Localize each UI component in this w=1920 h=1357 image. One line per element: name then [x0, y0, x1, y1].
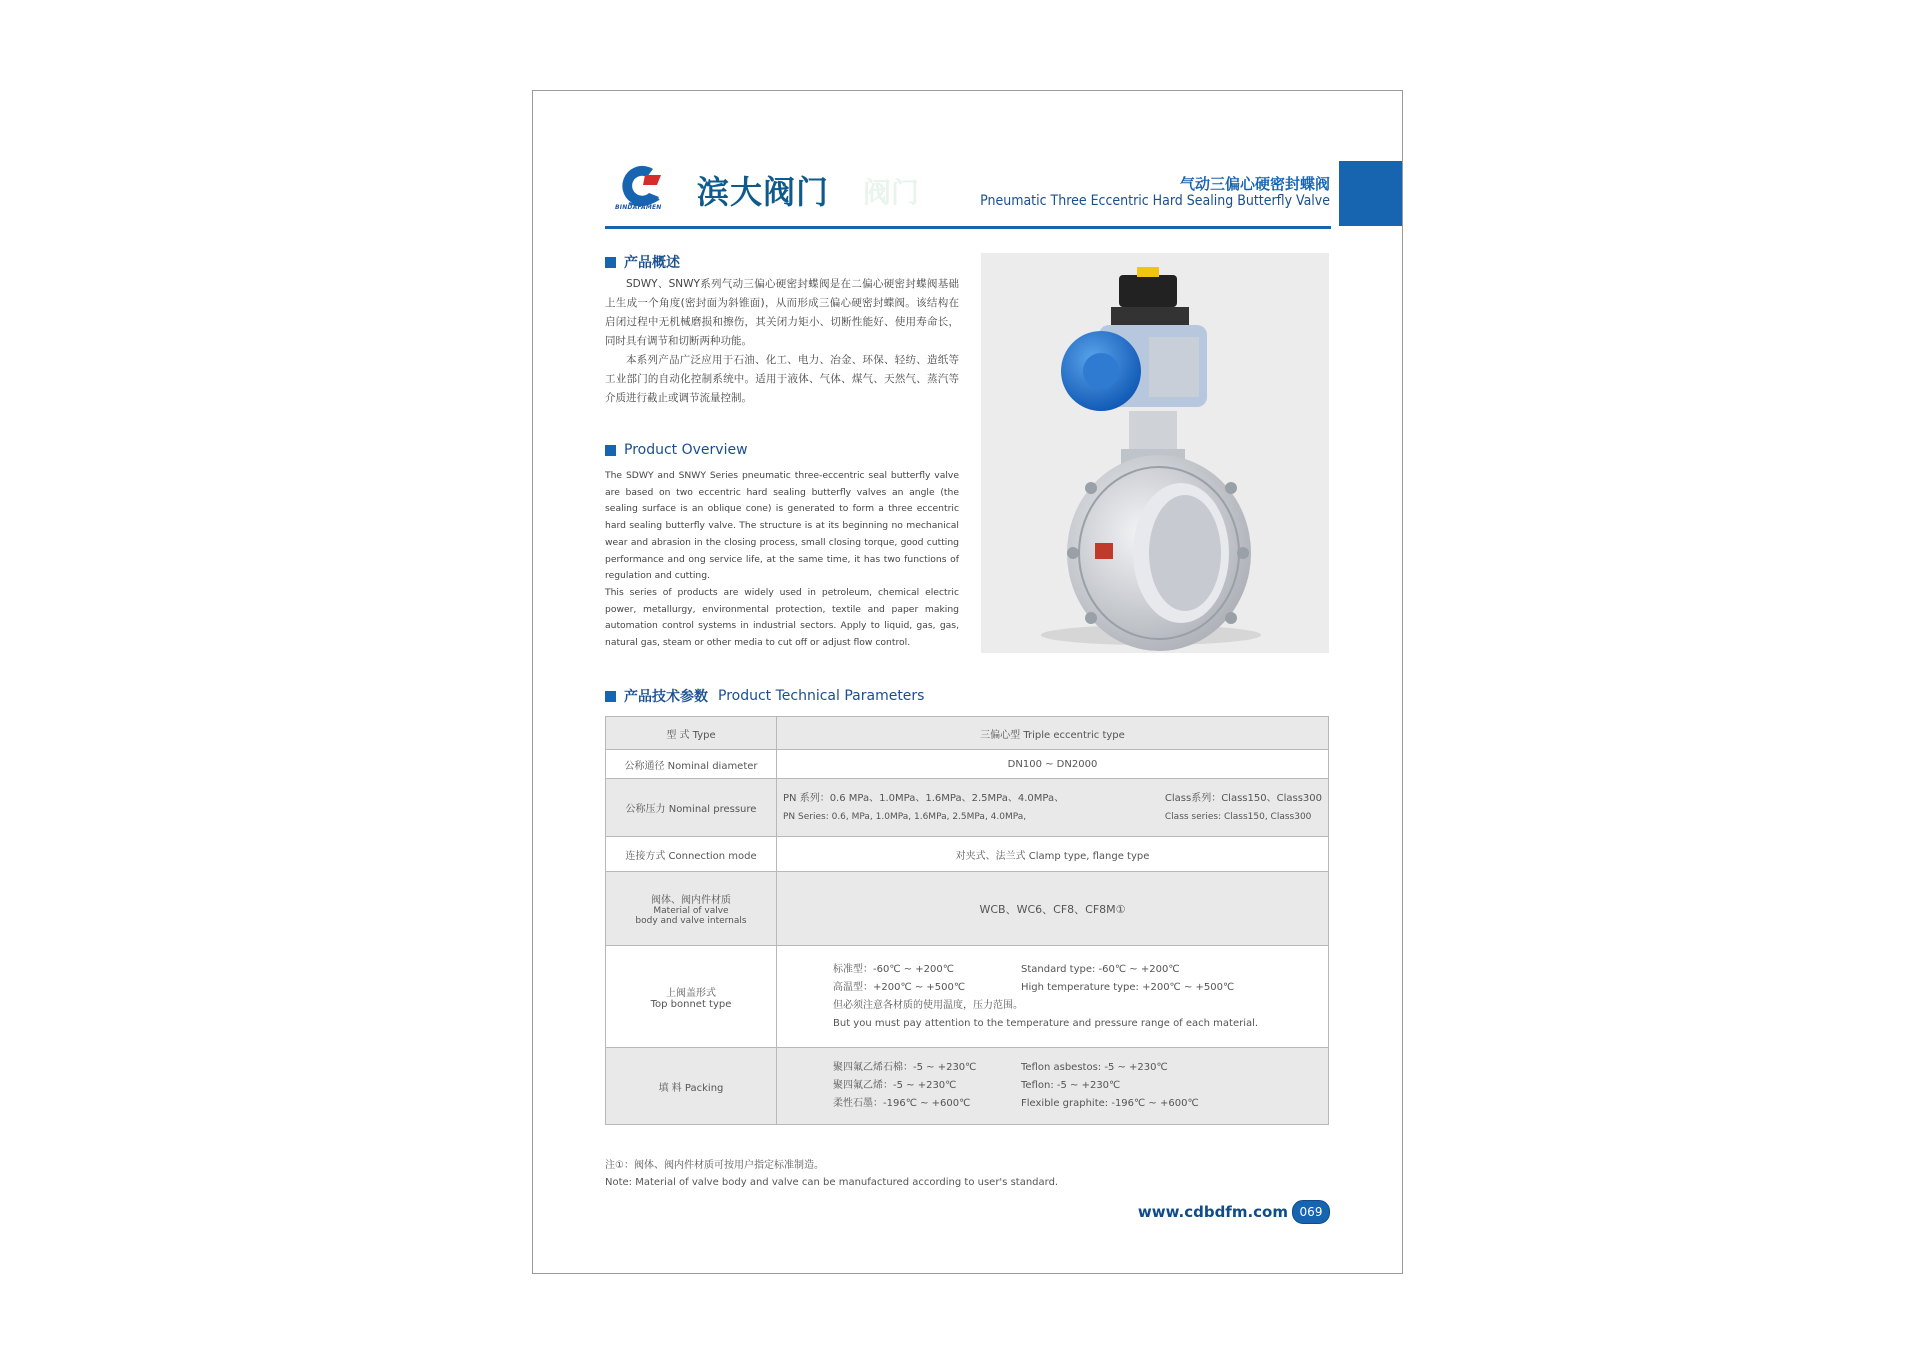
table-row — [606, 779, 1329, 837]
spec-key-bonnet — [606, 946, 777, 1048]
spec-value-bonnet — [777, 946, 1329, 1048]
spec-value-type: 三偏心型 Triple eccentric type — [777, 717, 1329, 750]
table-row — [606, 872, 1329, 946]
packing-a3-en: Flexible graphite: -196℃ ~ +600℃ — [1021, 1098, 1199, 1109]
overview-cn-p2: 本系列产品广泛应用于石油、化工、电力、冶金、环保、轻纺、造纸等工业部门的自动化控制系统中。适用于液体、气体、煤气、天然气、蒸汽等介质进行截止或调节流量控制。 — [605, 354, 959, 404]
table-row — [606, 717, 1329, 750]
overview-cn-heading-text: 产品概述 — [624, 255, 680, 271]
packing-a1-cn: 聚四氟乙烯石棉：-5 ~ +230℃ — [833, 1062, 977, 1073]
section-marker-icon — [605, 691, 616, 702]
bonnet-key-cn: 上阀盖形式 — [666, 987, 716, 999]
params-heading-cn: 产品技术参数 — [624, 689, 708, 705]
brand-watermark: 阀门 — [863, 176, 920, 209]
spec-value-packing — [777, 1048, 1329, 1125]
overview-en-p2: This series of products are widely used in petroleum, chemical electric power, metallurgy, environmental protection, textile and paper making automation control systems in industrial sectors. Apply to liquid, gas, gas, natural gas, steam or other media to cut off or adjust flow control. — [605, 586, 959, 649]
brochure-page — [532, 90, 1403, 1274]
spec-key-diameter: 公称通径 Nominal diameter — [606, 750, 777, 779]
spec-key-type: 型 式 Type — [606, 717, 777, 750]
table-row — [606, 1048, 1329, 1125]
overview-cn-text — [605, 275, 959, 408]
spec-key-pressure: 公称压力 Nominal pressure — [606, 779, 777, 837]
params-heading-en: Product Technical Parameters — [718, 688, 925, 704]
material-key-cn: 阀体、阀内件材质 — [651, 895, 731, 906]
spec-table — [605, 716, 1329, 1125]
overview-cn-p1: SDWY、SNWY系列气动三偏心硬密封蝶阀是在二偏心硬密封蝶阀基础上生成一个角度(密封面为斜锥面)，从而形成三偏心硬密封蝶阀。该结构在启闭过程中无机械磨损和擦伤，其关闭力矩小、切断性能好、使用寿命长，同时具有调节和切断两种功能。 — [605, 278, 959, 347]
bonnet-note-en: But you must pay attention to the temperature and pressure range of each material. — [833, 1017, 1259, 1029]
pressure-pn-en: PN Series: 0.6, MPa, 1.0MPa, 1.6MPa, 2.5MPa, 4.0MPa, — [783, 811, 1027, 822]
bonnet-standard-cn: 标准型：-60℃ ~ +200℃ — [833, 963, 954, 975]
footnote-en: Note: Material of valve body and valve can be manufactured according to user's standard. — [605, 1177, 1059, 1188]
product-title-en: Pneumatic Three Eccentric Hard Sealing Butterfly Valve — [980, 193, 1330, 209]
packing-a2-en: Teflon: -5 ~ +230℃ — [1021, 1080, 1121, 1091]
table-row — [606, 837, 1329, 872]
table-row — [606, 750, 1329, 779]
brand-logo-icon — [615, 163, 671, 209]
spec-value-material: WCB、WC6、CF8、CF8M① — [777, 872, 1329, 946]
product-title-cn: 气动三偏心硬密封蝶阀 — [1179, 175, 1330, 193]
bonnet-standard-en: Standard type: -60℃ ~ +200℃ — [1021, 963, 1180, 975]
spec-key-connection: 连接方式 Connection mode — [606, 837, 777, 872]
pressure-pn-cn: PN 系列：0.6 MPa、1.0MPa、1.6MPa、2.5MPa、4.0MPa、 — [783, 792, 1065, 804]
pressure-class-cn: Class系列：Class150、Class300 — [1164, 792, 1322, 804]
spec-value-diameter: DN100 ~ DN2000 — [777, 750, 1329, 779]
butterfly-valve-image — [981, 253, 1329, 653]
overview-cn-heading — [605, 252, 680, 272]
bonnet-note-cn: 但必须注意各材质的使用温度，压力范围。 — [833, 999, 1023, 1011]
material-key-en1: Material of valve — [653, 906, 729, 916]
packing-a3-cn: 柔性石墨：-196℃ ~ +600℃ — [833, 1098, 971, 1109]
spec-value-connection: 对夹式、法兰式 Clamp type, flange type — [777, 837, 1329, 872]
packing-a2-cn: 聚四氟乙烯：-5 ~ +230℃ — [833, 1080, 957, 1091]
section-marker-icon — [605, 257, 616, 268]
footnote — [605, 1157, 1058, 1191]
overview-en-heading — [605, 442, 748, 458]
bonnet-high-cn: 高温型：+200℃ ~ +500℃ — [833, 981, 966, 993]
page-number-badge: 069 — [1292, 1200, 1330, 1224]
product-photo — [981, 253, 1329, 653]
bonnet-high-en: High temperature type: +200℃ ~ +500℃ — [1021, 981, 1235, 993]
header-divider — [605, 226, 1331, 229]
material-key-en2: body and valve internals — [635, 916, 747, 926]
footnote-cn: 注①：阀体、阀内件材质可按用户指定标准制造。 — [605, 1160, 824, 1171]
bonnet-key-en: Top bonnet type — [650, 998, 732, 1010]
brand-name: 滨大阀门 — [697, 173, 830, 211]
spec-key-material — [606, 872, 777, 946]
table-row — [606, 946, 1329, 1048]
packing-a1-en: Teflon asbestos: -5 ~ +230℃ — [1021, 1062, 1168, 1073]
pressure-class-en: Class series: Class150, Class300 — [1164, 811, 1312, 822]
website-link[interactable]: www.cdbdfm.com — [1137, 1203, 1288, 1221]
header-blue-tab — [1339, 161, 1402, 226]
section-marker-icon — [605, 445, 616, 456]
params-heading — [605, 686, 924, 706]
spec-key-packing: 填 料 Packing — [606, 1048, 777, 1125]
logo-subtext: BINDAFAMEN — [615, 204, 662, 211]
overview-en-heading-text: Product Overview — [624, 442, 748, 458]
overview-en-text — [605, 468, 959, 652]
spec-value-pressure — [777, 779, 1329, 837]
overview-en-p1: The SDWY and SNWY Series pneumatic three-eccentric seal butterfly valve are based on two eccentric hard sealing butterfly valves an angle (the sealing surface is an oblique cone) is generated to form a three eccentric hard sealing butterfly valve. The structure is at its beginning no mechanical wear and abrasion in the closing process, small closing torque, good cutting performance and ong service life, at the same time, it has two functions of regulation and cutting. — [605, 470, 959, 582]
